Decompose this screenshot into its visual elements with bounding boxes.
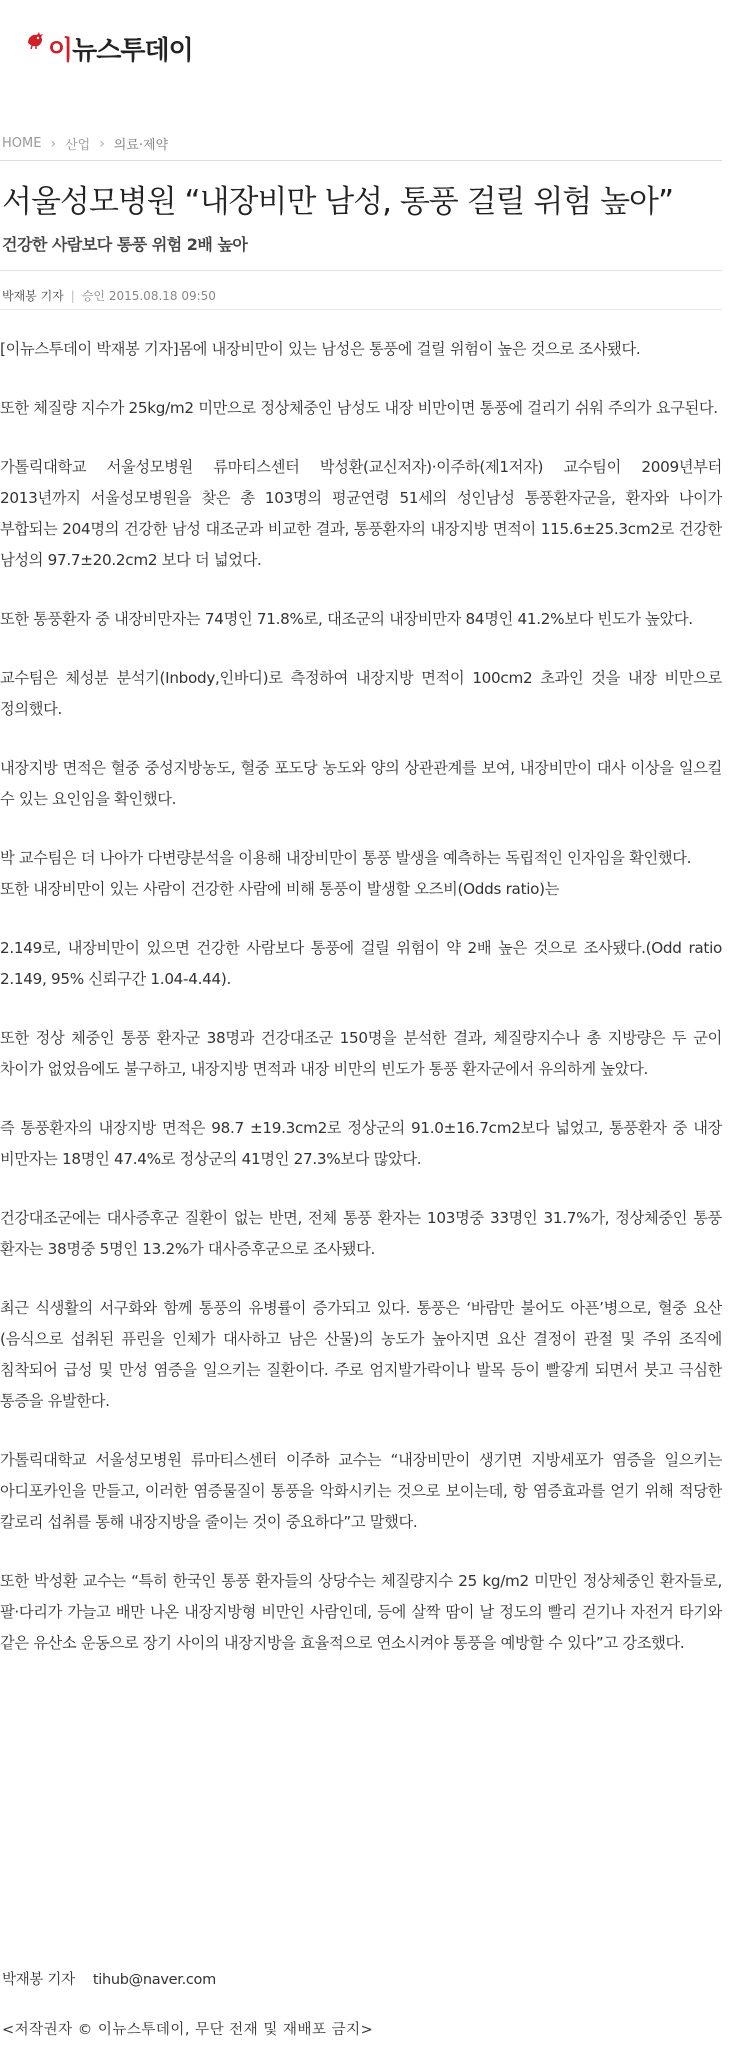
article-paragraph: 또한 통풍환자 중 내장비만자는 74명인 71.8%로, 대조군의 내장비만자 84명인 41.2%보다 빈도가 높았다.	[0, 610, 693, 628]
logo-text-accent: 이	[48, 35, 73, 66]
article-paragraph: 가톨릭대학교 서울성모병원 류마티스센터 박성환(교신저자)·이주하(제1저자) 교수팀이 2009년부터 2013년까지 서울성모병원을 찾은 총 103명의 평균연령 51세의 성인남성 통풍환자군을, 환자와 나이가 부합되는 204명의 건강한 남성 대조군과 비교한 결과, 통풍환자의 내장지방 면적이 115.6±25.3cm2로 건강한 남성의 97.7±20.2cm2 보다 더 넓었다.	[0, 458, 722, 569]
article-paragraph: 2.149로, 내장비만이 있으면 건강한 사람보다 통풍에 걸릴 위험이 약 2배 높은 것으로 조사됐다.(Odd ratio 2.149, 95% 신뢰구간 1.04-4.44).	[0, 939, 722, 988]
article-paragraph: 가톨릭대학교 서울성모병원 류마티스센터 이주하 교수는 “내장비만이 생기면 지방세포가 염증을 일으키는 아디포카인을 만들고, 이러한 염증물질이 통풍을 악화시키는 것으로 보이는데, 항 염증효과를 얻기 위해 적당한 칼로리 섭취를 통해 내장지방을 줄이는 것이 중요하다”고 말했다.	[0, 1451, 722, 1531]
article-paragraph: 박 교수팀은 더 나아가 다변량분석을 이용해 내장비만이 통풍 발생을 예측하는 독립적인 인자임을 확인했다.	[0, 849, 692, 867]
article-paragraph: 내장지방 면적은 혈중 중성지방농도, 혈중 포도당 농도와 양의 상관관계를 보여, 내장비만이 대사 이상을 일으킬 수 있는 요인임을 확인했다.	[0, 759, 722, 808]
divider	[0, 309, 722, 310]
article-paragraph: [이뉴스투데이 박재봉 기자]몸에 내장비만이 있는 남성은 통풍에 걸릴 위험이 높은 것으로 조사됐다.	[0, 340, 641, 358]
copyright-notice: <저작권자 © 이뉴스투데이, 무단 전재 및 재배포 금지>	[2, 2022, 374, 2038]
chevron-right-icon: ›	[50, 135, 57, 152]
breadcrumb-home[interactable]: HOME	[2, 136, 42, 151]
divider	[0, 160, 722, 161]
reporter-email[interactable]: tihub@naver.com	[92, 1972, 216, 1988]
breadcrumb-section[interactable]: 산업	[65, 138, 91, 153]
article-paragraph: 최근 식생활의 서구화와 함께 통풍의 유병률이 증가되고 있다. 통풍은 ‘바람만 불어도 아픈’병으로, 혈중 요산(음식으로 섭취된 퓨린을 인체가 대사하고 남은 산물)의 농도가 높아지면 요산 결정이 관절 및 주위 조직에 침착되어 급성 및 만성 염증을 일으키는 질환이다. 주로 엄지발가락이나 발목 등이 빨갛게 되면서 붓고 극심한 통증을 유발한다.	[0, 1299, 722, 1410]
breadcrumb	[2, 134, 168, 153]
reporter-signature	[2, 1968, 216, 1989]
article-title: 서울성모병원 “내장비만 남성, 통풍 걸릴 위험 높아”	[2, 184, 674, 220]
article-paragraph: 또한 박성환 교수는 “특히 한국인 통풍 환자들의 상당수는 체질량지수 25 kg/m2 미만인 정상체중인 환자들로, 팔·다리가 가늘고 배만 나온 내장지방형 비만인 사람인데, 등에 살짝 땀이 날 정도의 빨리 걷기나 자전거 타기와 같은 유산소 운동으로 장기 사이의 내장지방을 효율적으로 연소시켜야 통풍을 예방할 수 있다”고 강조했다.	[0, 1572, 722, 1652]
article-paragraph: 교수팀은 체성분 분석기(Inbody,인바디)로 측정하여 내장지방 면적이 100cm2 초과인 것을 내장 비만으로 정의했다.	[0, 669, 722, 718]
article-paragraph: 또한 체질량 지수가 25kg/m2 미만으로 정상체중인 남성도 내장 비만이면 통풍에 걸리기 쉬워 주의가 요구된다.	[0, 399, 718, 417]
divider	[0, 270, 722, 271]
article-paragraph: 또한 내장비만이 있는 사람이 건강한 사람에 비해 통풍이 발생할 오즈비(Odds ratio)는	[0, 880, 560, 898]
article-paragraph: 건강대조군에는 대사증후군 질환이 없는 반면, 전체 통풍 환자는 103명중 33명인 31.7%가, 정상체중인 통풍 환자는 38명중 5명인 13.2%가 대사증후군으로 조사됐다.	[0, 1209, 722, 1258]
logo-text: 뉴스투데이	[72, 35, 193, 66]
byline-author[interactable]: 박재봉 기자	[2, 289, 64, 303]
byline-separator: |	[70, 288, 75, 303]
article-paragraph: 즉 통풍환자의 내장지방 면적은 98.7 ±19.3cm2로 정상군의 91.0±16.7cm2보다 넓었고, 통풍환자 중 내장 비만자는 18명인 47.4%로 정상군의 41명인 27.3%보다 많았다.	[0, 1119, 722, 1168]
article-subtitle: 건강한 사람보다 통풍 위험 2배 높아	[2, 235, 248, 254]
site-logo[interactable]	[24, 28, 193, 68]
breadcrumb-subsection[interactable]: 의료·제약	[113, 138, 169, 153]
article-byline	[2, 287, 216, 304]
article-body	[0, 334, 722, 1687]
chevron-right-icon: ›	[99, 135, 105, 152]
article-paragraph: 또한 정상 체중인 통풍 환자군 38명과 건강대조군 150명을 분석한 결과, 체질량지수나 총 지방량은 두 군이 차이가 없었음에도 불구하고, 내장지방 면적과 내장 비만의 빈도가 통풍 환자군에서 유의하게 높았다.	[0, 1029, 722, 1078]
reporter-name: 박재봉 기자	[2, 1972, 75, 1988]
rooster-logo-icon	[24, 29, 46, 51]
byline-approval-date: 승인 2015.08.18 09:50	[81, 289, 216, 303]
